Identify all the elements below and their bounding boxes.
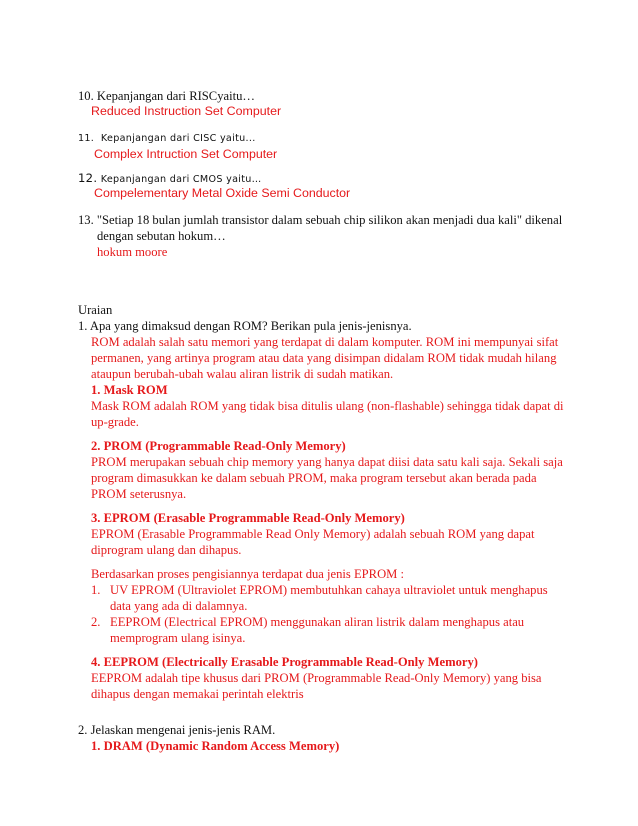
mask-rom-desc-1: Mask ROM adalah ROM yang tidak bisa ditulis ulang (non-flashable) sehingga tidak dapat di bbox=[91, 399, 564, 413]
rom-intro-line-2: permanen, yang artinya program atau data yang disimpan didalam ROM tidak mudah hilang bbox=[91, 351, 557, 365]
eeprom-desc-1: EEPROM adalah tipe khusus dari PROM (Programmable Read-Only Memory) yang bisa bbox=[91, 671, 542, 685]
q11-answer: Complex Intruction Set Computer bbox=[94, 147, 278, 161]
q13-line-2: dengan sebutan hokum… bbox=[97, 229, 226, 243]
eeprom-desc-2: dihapus dengan memakai perintah elektris bbox=[91, 687, 304, 701]
q12-answer: Compelementary Metal Oxide Semi Conductor bbox=[94, 186, 351, 200]
rom-intro-line-3: ataupun berubah-ubah walau aliran listrik di sudah matikan. bbox=[91, 367, 394, 381]
q11-number: 11. bbox=[78, 133, 95, 144]
eprom-type-1-line-2: data yang ada di dalamnya. bbox=[110, 599, 248, 613]
q10-question: 10. Kepanjangan dari RISCyaitu… bbox=[78, 89, 255, 103]
eprom-desc-1: EPROM (Erasable Programmable Read Only Memory) adalah sebuah ROM yang dapat bbox=[91, 527, 535, 541]
eprom-title: 3. EPROM (Erasable Programmable Read-Only Memory) bbox=[91, 511, 405, 525]
eeprom-title: 4. EEPROM (Electrically Erasable Programmable Read-Only Memory) bbox=[91, 655, 478, 669]
u2-question: 2. Jelaskan mengenai jenis-jenis RAM. bbox=[78, 723, 276, 737]
q11-text: Kepanjangan dari CISC yaitu... bbox=[100, 133, 256, 144]
uraian-heading: Uraian bbox=[78, 303, 113, 317]
prom-desc-2: program dimasukkan ke dalam sebuah PROM, maka program tersebut akan berada pada bbox=[91, 471, 537, 485]
prom-desc-1: PROM merupakan sebuah chip memory yang hanya dapat diisi data satu kali saja. Sekali saja bbox=[91, 455, 563, 469]
q13-line-1: 13. "Setiap 18 bulan jumlah transistor dalam sebuah chip silikon akan menjadi dua kali" dikenal bbox=[78, 213, 563, 227]
mask-rom-title: 1. Mask ROM bbox=[91, 383, 168, 397]
q11-question bbox=[78, 131, 256, 147]
q12-text: Kepanjangan dari CMOS yaitu… bbox=[100, 174, 262, 185]
eprom-type-1-line-1: UV EPROM (Ultraviolet EPROM) membutuhkan cahaya ultraviolet untuk menghapus bbox=[110, 583, 548, 597]
q10-answer: Reduced Instruction Set Computer bbox=[91, 104, 282, 118]
q13-answer: hokum moore bbox=[97, 245, 168, 259]
dram-title: 1. DRAM (Dynamic Random Access Memory) bbox=[91, 739, 340, 753]
eprom-types-intro: Berdasarkan proses pengisiannya terdapat dua jenis EPROM : bbox=[91, 567, 405, 581]
prom-desc-3: PROM seterusnya. bbox=[91, 487, 187, 501]
mask-rom-desc-2: up-grade. bbox=[91, 415, 139, 429]
rom-intro-line-1: ROM adalah salah satu memori yang terdapat di dalam komputer. ROM ini mempunyai sifat bbox=[91, 335, 559, 349]
eprom-type-1-number: 1. bbox=[91, 583, 101, 597]
eprom-type-2-line-2: memprogram ulang isinya. bbox=[110, 631, 246, 645]
eprom-desc-2: diprogram ulang dan dihapus. bbox=[91, 543, 242, 557]
eprom-type-2-line-1: EEPROM (Electrical EPROM) menggunakan aliran listrik dalam menghapus atau bbox=[110, 615, 525, 629]
u1-question: 1. Apa yang dimaksud dengan ROM? Berikan pula jenis-jenisnya. bbox=[78, 319, 412, 333]
q12-number: 12. bbox=[78, 171, 98, 185]
prom-title: 2. PROM (Programmable Read-Only Memory) bbox=[91, 439, 346, 453]
eprom-type-2-number: 2. bbox=[91, 615, 101, 629]
